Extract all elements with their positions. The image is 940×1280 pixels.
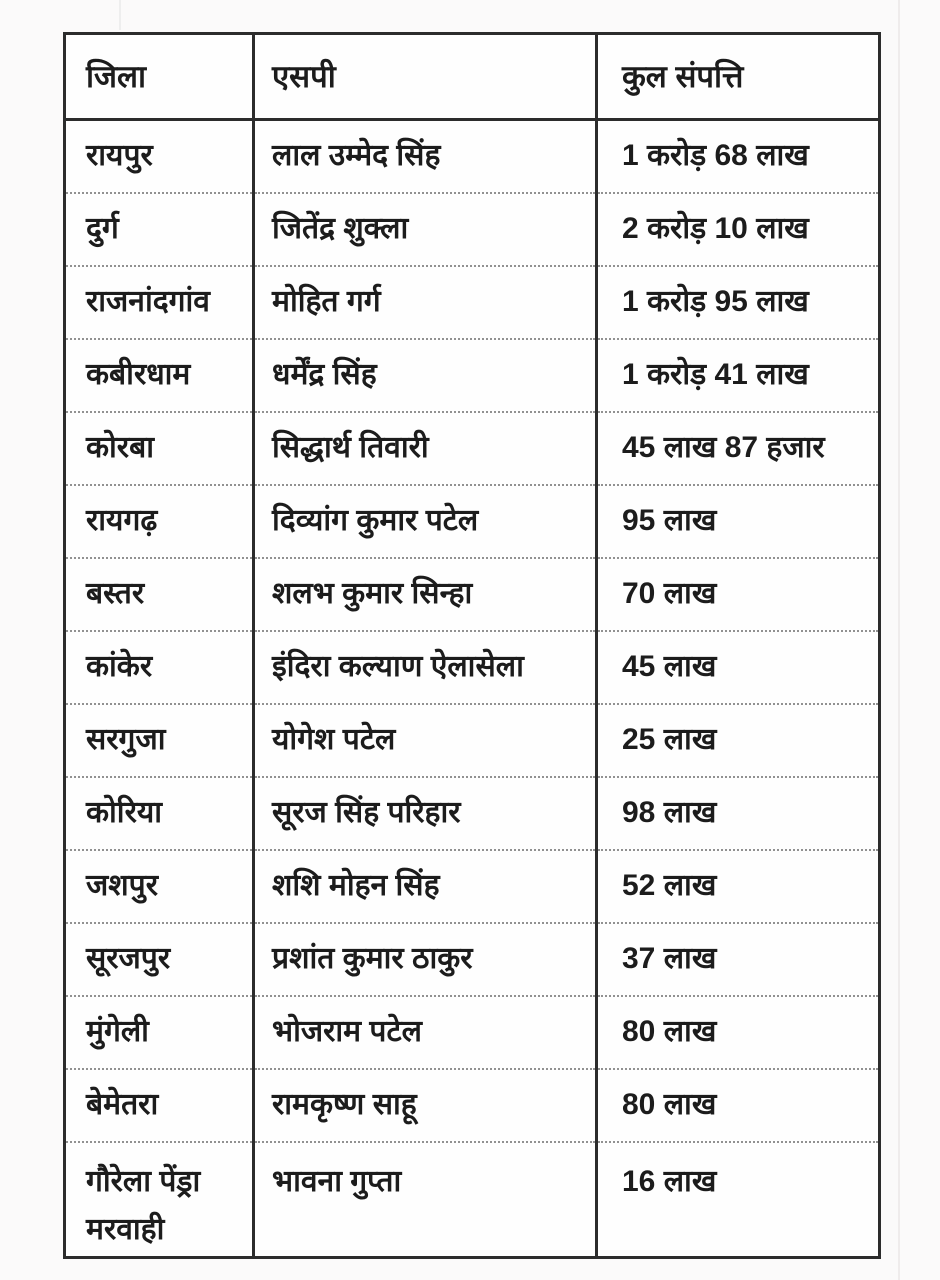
- cell-sp-name: भोजराम पटेल: [254, 996, 597, 1069]
- cell-district: बेमेतरा: [65, 1069, 254, 1142]
- table-row: [65, 412, 880, 485]
- cell-district: बस्तर: [65, 558, 254, 631]
- table-row: [65, 996, 880, 1069]
- table-row: [65, 120, 880, 193]
- table-row: [65, 850, 880, 923]
- cell-district: कोरबा: [65, 412, 254, 485]
- cell-district: कांकेर: [65, 631, 254, 704]
- cell-sp-name: दिव्यांग कुमार पटेल: [254, 485, 597, 558]
- cell-assets: 25 लाख: [597, 704, 880, 777]
- cell-assets: 1 करोड़ 68 लाख: [597, 120, 880, 193]
- table-row: [65, 1142, 880, 1258]
- table-row: [65, 266, 880, 339]
- table-row: [65, 631, 880, 704]
- cell-assets: 1 करोड़ 95 लाख: [597, 266, 880, 339]
- cell-district: गौरेला पेंड्रा मरवाही: [65, 1142, 254, 1258]
- cell-sp-name: शलभ कुमार सिन्हा: [254, 558, 597, 631]
- cell-assets: 95 लाख: [597, 485, 880, 558]
- cell-assets: 98 लाख: [597, 777, 880, 850]
- cell-district: कोरिया: [65, 777, 254, 850]
- cell-sp-name: योगेश पटेल: [254, 704, 597, 777]
- cell-sp-name: सूरज सिंह परिहार: [254, 777, 597, 850]
- cell-sp-name: रामकृष्ण साहू: [254, 1069, 597, 1142]
- cell-sp-name: मोहित गर्ग: [254, 266, 597, 339]
- cell-district: मुंगेली: [65, 996, 254, 1069]
- cell-district: कबीरधाम: [65, 339, 254, 412]
- column-header-sp: एसपी: [254, 34, 597, 120]
- page-edge-line: [119, 0, 121, 30]
- cell-assets: 80 लाख: [597, 996, 880, 1069]
- table-row: [65, 923, 880, 996]
- cell-assets: 2 करोड़ 10 लाख: [597, 193, 880, 266]
- cell-sp-name: धर्मेंद्र सिंह: [254, 339, 597, 412]
- column-header-assets: कुल संपत्ति: [597, 34, 880, 120]
- cell-assets: 37 लाख: [597, 923, 880, 996]
- cell-sp-name: इंदिरा कल्याण ऐलासेला: [254, 631, 597, 704]
- table-row: [65, 704, 880, 777]
- cell-assets: 52 लाख: [597, 850, 880, 923]
- cell-assets: 16 लाख: [597, 1142, 880, 1258]
- cell-district: दुर्ग: [65, 193, 254, 266]
- table-row: [65, 558, 880, 631]
- header-row: [65, 34, 880, 120]
- cell-district: रायगढ़: [65, 485, 254, 558]
- page-edge-line: [898, 0, 900, 1280]
- cell-sp-name: सिद्धार्थ तिवारी: [254, 412, 597, 485]
- cell-sp-name: लाल उम्मेद सिंह: [254, 120, 597, 193]
- cell-district: जशपुर: [65, 850, 254, 923]
- cell-district: सूरजपुर: [65, 923, 254, 996]
- sp-assets-table: [63, 32, 881, 1259]
- cell-sp-name: भावना गुप्ता: [254, 1142, 597, 1258]
- cell-sp-name: शशि मोहन सिंह: [254, 850, 597, 923]
- cell-assets: 1 करोड़ 41 लाख: [597, 339, 880, 412]
- table-row: [65, 1069, 880, 1142]
- cell-assets: 80 लाख: [597, 1069, 880, 1142]
- cell-assets: 70 लाख: [597, 558, 880, 631]
- table-row: [65, 193, 880, 266]
- cell-district: राजनांदगांव: [65, 266, 254, 339]
- cell-district: रायपुर: [65, 120, 254, 193]
- table-row: [65, 777, 880, 850]
- cell-assets: 45 लाख: [597, 631, 880, 704]
- column-header-district: जिला: [65, 34, 254, 120]
- cell-sp-name: जितेंद्र शुक्ला: [254, 193, 597, 266]
- cell-district: सरगुजा: [65, 704, 254, 777]
- cell-sp-name: प्रशांत कुमार ठाकुर: [254, 923, 597, 996]
- table-row: [65, 485, 880, 558]
- cell-assets: 45 लाख 87 हजार: [597, 412, 880, 485]
- table-row: [65, 339, 880, 412]
